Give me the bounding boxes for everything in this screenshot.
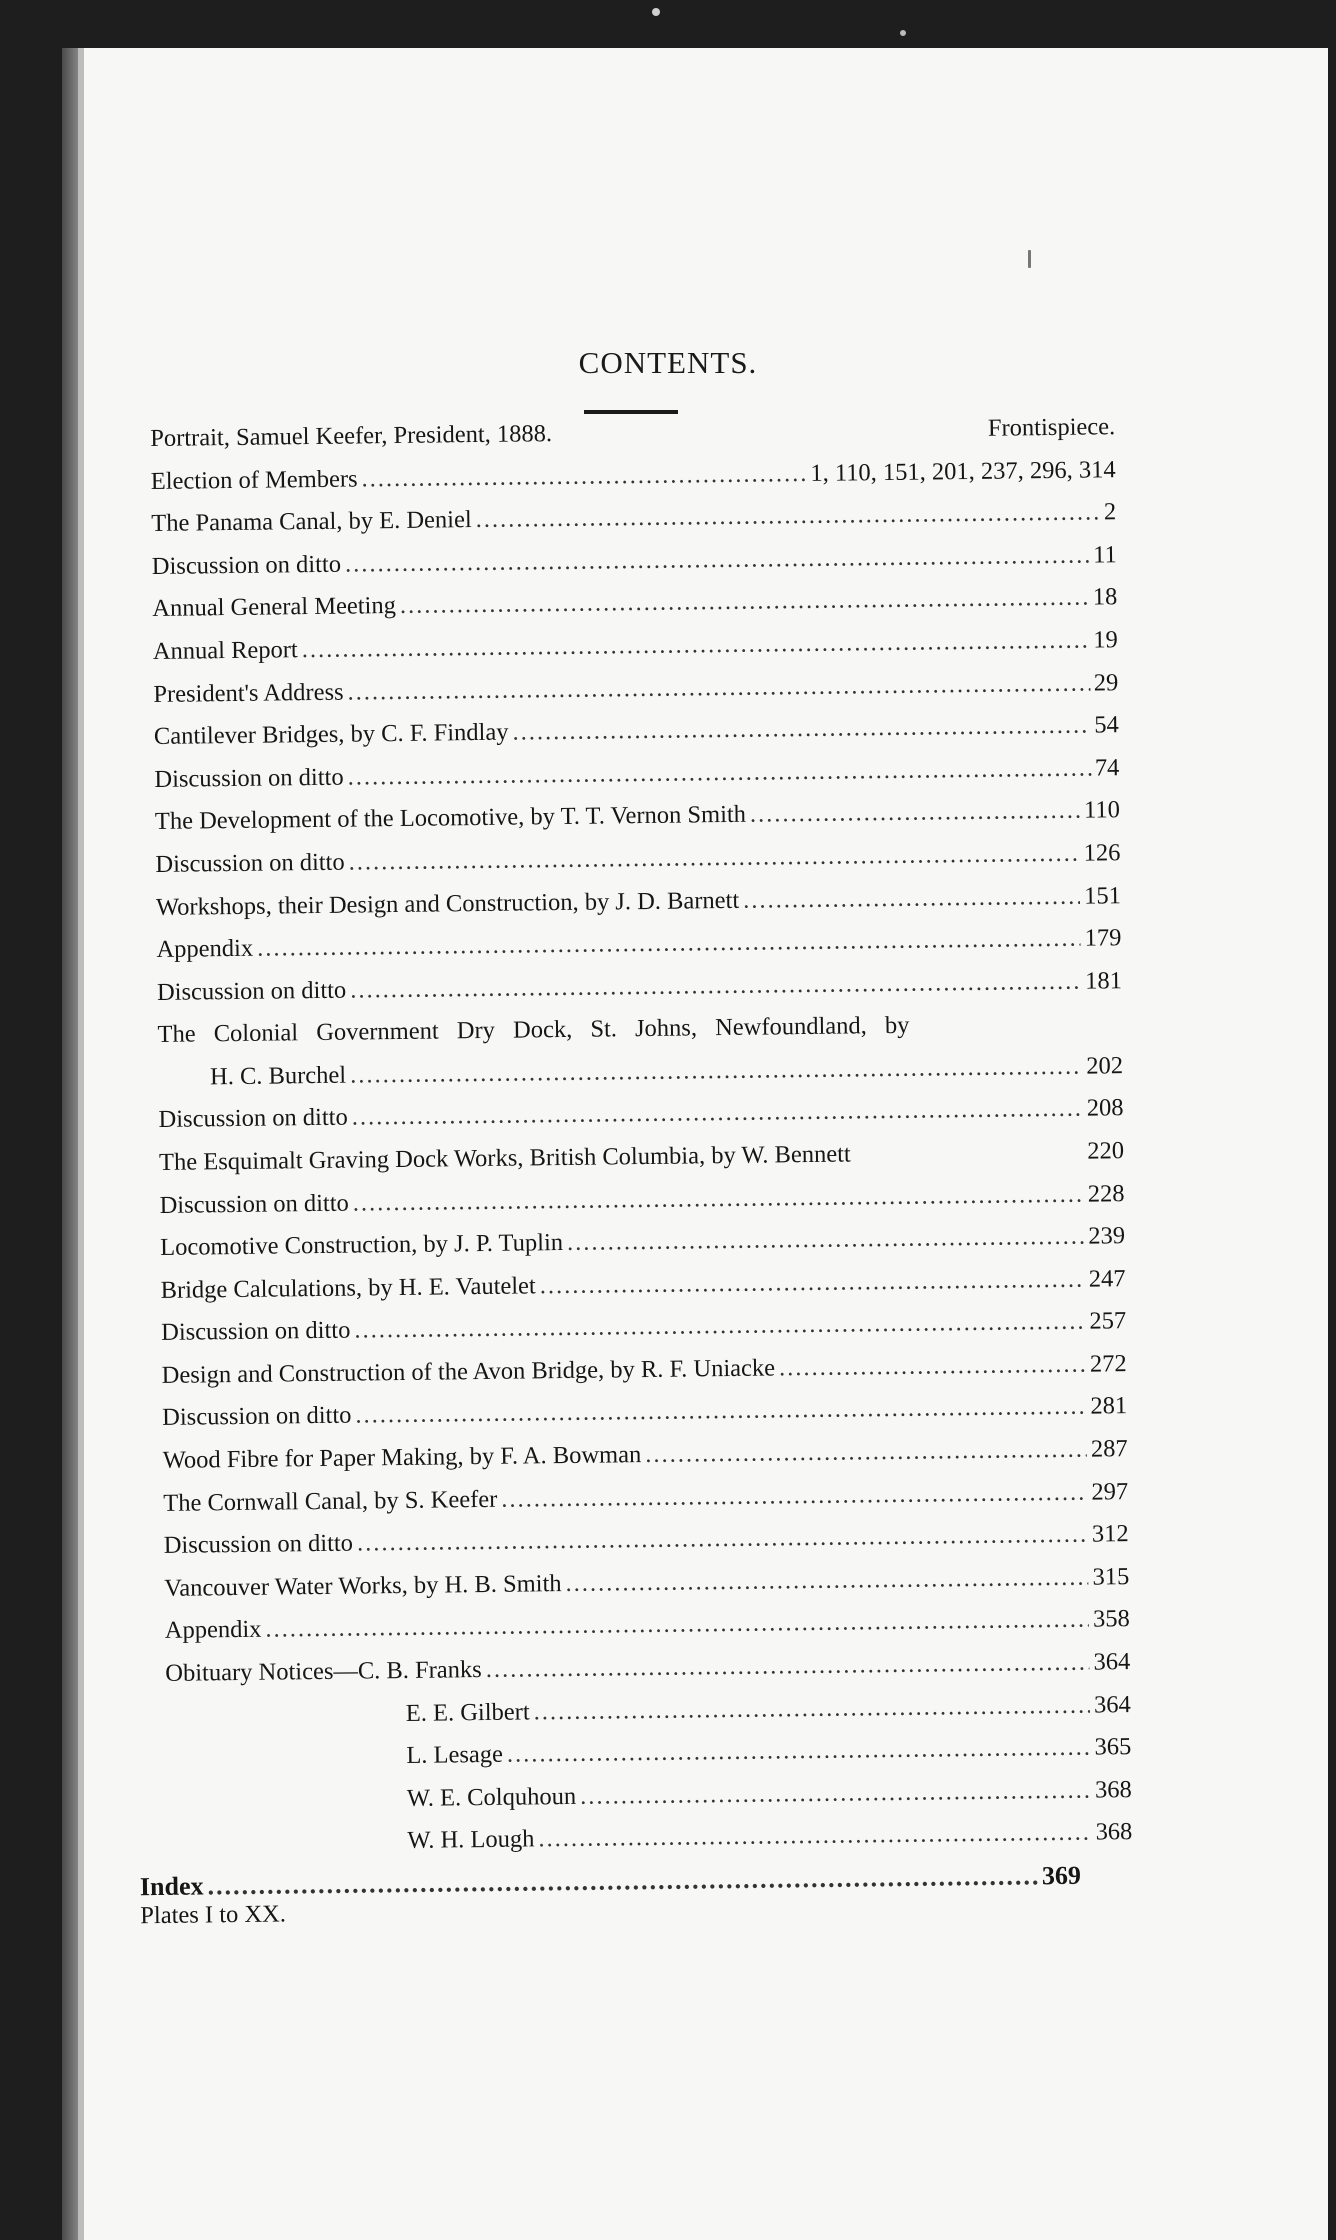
entry-page: 181 (1085, 966, 1123, 995)
entry-page: 257 (1089, 1307, 1127, 1335)
entry-label: Plates I to XX. (140, 1900, 287, 1929)
dust-speck (652, 8, 660, 16)
entry-page: 220 (1087, 1137, 1125, 1165)
leader-dots (486, 1642, 1090, 1692)
table-of-contents (139, 406, 1133, 1937)
entry-page: 368 (1094, 1775, 1132, 1804)
entry-label: Discussion on ditto (151, 550, 342, 580)
entry-label: Discussion on ditto (158, 1103, 348, 1134)
entry-label: Annual Report (152, 636, 298, 665)
leader-dots (475, 492, 1100, 542)
entry-label: Discussion on ditto (162, 1402, 352, 1432)
entry-label: Discussion on ditto (161, 1316, 351, 1347)
entry-label: The Cornwall Canal, by S. Keefer (163, 1485, 498, 1517)
entry-page: 29 (1093, 668, 1119, 697)
entry-label: Discussion on ditto (156, 976, 347, 1006)
leader-dots (538, 1812, 1092, 1861)
contents-title: CONTENTS. (578, 345, 758, 380)
entry-label: Appendix (156, 934, 254, 964)
leader-dots (556, 436, 984, 441)
entry-page: 2 (1103, 498, 1117, 526)
entry-label: W. H. Lough (407, 1825, 535, 1855)
entry-label: Appendix (164, 1616, 262, 1645)
entry-page: 312 (1091, 1520, 1129, 1548)
entry-label: Design and Construction of the Avon Bridge, by R. F. Uniacke (161, 1354, 776, 1389)
toc-entry-two-line (157, 1002, 1123, 1099)
entry-page: 239 (1088, 1222, 1126, 1250)
entry-page: 202 (1086, 1052, 1124, 1080)
leader-dots (580, 1769, 1091, 1818)
entry-page: 364 (1093, 1648, 1131, 1676)
entry-page: 208 (1086, 1094, 1124, 1122)
entry-page: 18 (1092, 583, 1118, 611)
leader-dots (512, 705, 1090, 755)
entry-page: 358 (1092, 1605, 1130, 1634)
entry-page: 179 (1084, 924, 1122, 952)
entry-label: The Esquimalt Graving Dock Works, British Columbia, by W. Bennett (158, 1140, 851, 1176)
dust-speck (900, 30, 906, 36)
dust-speck (1028, 250, 1031, 268)
entry-label: Annual General Meeting (152, 592, 397, 623)
entry-page: 297 (1091, 1477, 1129, 1506)
leader-dots (750, 790, 1081, 837)
entry-page: 110 (1083, 796, 1121, 824)
entry-label: Discussion on ditto (159, 1189, 349, 1219)
entry-label-line1: The Colonial Government Dry Dock, St. Johns, Newfoundland, by (157, 1012, 910, 1049)
entry-page: 315 (1092, 1562, 1130, 1591)
entry-page: 126 (1083, 839, 1121, 867)
entry-label: Discussion on ditto (155, 848, 345, 878)
entry-page: 365 (1094, 1733, 1132, 1761)
entry-label: Discussion on ditto (154, 763, 344, 793)
entry-page: 272 (1089, 1350, 1127, 1378)
entry-page: 364 (1093, 1690, 1131, 1719)
leader-dots (507, 1727, 1091, 1777)
entry-page: 281 (1090, 1392, 1128, 1421)
two-line-entry (157, 1002, 1123, 1099)
entry-label: President's Address (153, 678, 344, 708)
entry-label: Vancouver Water Works, by H. B. Smith (164, 1569, 562, 1602)
leader-dots (565, 1556, 1088, 1605)
leader-dots (779, 1344, 1086, 1390)
entry-page: 11 (1092, 540, 1117, 569)
leader-dots (743, 875, 1080, 922)
leader-dots (533, 1684, 1090, 1733)
leader-dots (540, 1258, 1086, 1307)
entry-label: Bridge Calculations, by H. E. Vautelet (160, 1272, 536, 1304)
entry-label: Wood Fibre for Paper Making, by F. A. Bowman (162, 1441, 642, 1474)
entry-label: Discussion on ditto (163, 1529, 354, 1560)
entry-label: Workshops, their Design and Construction, by J. D. Barnett (155, 886, 740, 921)
entry-label: Election of Members (150, 465, 358, 495)
entry-label: Index (139, 1871, 204, 1902)
entry-page: 369 (1041, 1860, 1082, 1891)
entry-page: 368 (1095, 1818, 1133, 1846)
entry-label: Portrait, Samuel Keefer, President, 1888. (150, 420, 553, 452)
entry-page: 19 (1093, 626, 1118, 654)
entry-page: 74 (1094, 753, 1120, 782)
leader-dots (501, 1471, 1088, 1521)
entry-label: Cantilever Bridges, by C. F. Findlay (153, 718, 509, 751)
entry-page: 228 (1087, 1179, 1125, 1208)
leader-dots (855, 1159, 1084, 1162)
entry-label: Obituary Notices—C. B. Franks (165, 1656, 482, 1687)
entry-page: 54 (1094, 711, 1119, 739)
entry-label: The Panama Canal, by E. Deniel (151, 506, 472, 538)
entry-label: E. E. Gilbert (405, 1698, 530, 1727)
leader-dots (645, 1429, 1087, 1477)
entry-page: 287 (1090, 1435, 1128, 1463)
entry-page: 1, 110, 151, 201, 237, 296, 314 (810, 455, 1116, 487)
entry-label: W. E. Colquhoun (406, 1782, 577, 1812)
entry-label: The Development of the Locomotive, by T. T. Vernon Smith (154, 801, 747, 836)
entry-label: Locomotive Construction, by J. P. Tuplin (159, 1229, 564, 1262)
leader-dots (567, 1216, 1085, 1265)
entry-label-line2: H. C. Burchel (209, 1061, 347, 1091)
entry-label: L. Lesage (406, 1741, 504, 1770)
leader-dots (361, 453, 806, 501)
entry-page: Frontispiece. (987, 413, 1116, 442)
entry-page: 247 (1088, 1264, 1126, 1293)
entry-page: 151 (1083, 881, 1122, 910)
